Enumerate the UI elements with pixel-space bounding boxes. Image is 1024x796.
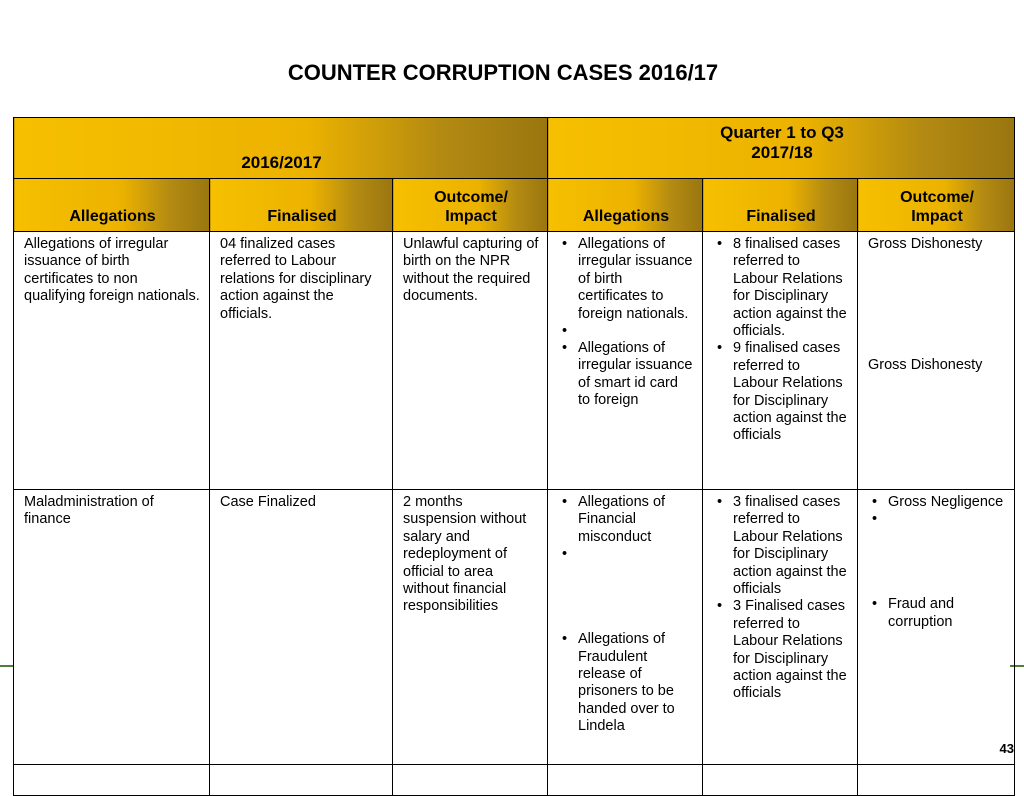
column-header-outcome-impact: Outcome/ Impact xyxy=(393,179,548,232)
column-header-finalised: Finalised xyxy=(703,179,858,232)
empty-cell xyxy=(548,765,703,796)
empty-cell xyxy=(210,765,393,796)
list-item: • Allegations of Fraudulent release of prisoners to be handed over to Lindela xyxy=(578,631,694,735)
period-header-2016-2017: 2016/2017 xyxy=(14,118,548,179)
column-header-outcome-impact: Outcome/ Impact xyxy=(858,179,1015,232)
list-item: • 8 finalised cases referred to Labour Relations for Disciplinary action against the officials. xyxy=(733,236,849,340)
cell-allegations-2016-17: Allegations of irregular issuance of birth certificates to non qualifying foreign nationals. xyxy=(14,232,210,490)
cell-finalised-2016-17: Case Finalized xyxy=(210,490,393,765)
cell-allegations-2017-18 xyxy=(548,490,703,765)
cell-allegations-2017-18 xyxy=(548,232,703,490)
list-item: • 3 finalised cases referred to Labour Relations for Disciplinary action against the officials xyxy=(733,494,849,598)
slide-title: COUNTER CORRUPTION CASES 2016/17 xyxy=(287,60,719,85)
cell-outcome-2017-18 xyxy=(858,232,1015,490)
spacer xyxy=(868,253,1006,357)
decorative-line-left xyxy=(0,665,14,667)
empty-cell xyxy=(703,765,858,796)
spacer xyxy=(888,511,1006,596)
outcome-text: Gross Dishonesty xyxy=(868,357,983,374)
column-header-finalised: Finalised xyxy=(210,179,393,232)
empty-cell xyxy=(858,765,1015,796)
table-row xyxy=(14,765,1015,796)
list-item: • 9 finalised cases referred to Labour Relations for Disciplinary action against the officials xyxy=(733,340,849,444)
period-header-q1-q3-2017-18: Quarter 1 to Q3 2017/18 xyxy=(548,118,1015,179)
list-item: • Fraud and corruption xyxy=(888,596,1006,631)
list-item: • Allegations of irregular issuance of smart id card to foreign xyxy=(578,340,694,410)
list-item: • Gross Negligence xyxy=(888,494,1006,511)
list-item: • Allegations of irregular issuance of birth certificates to foreign nationals. xyxy=(578,236,694,323)
empty-cell xyxy=(393,765,548,796)
spacer xyxy=(578,323,694,340)
table-row xyxy=(14,232,1015,490)
outcome-text: Gross Dishonesty xyxy=(868,236,983,252)
counter-corruption-table xyxy=(13,117,1015,796)
spacer xyxy=(578,546,694,631)
column-header-allegations: Allegations xyxy=(14,179,210,232)
table-row xyxy=(14,490,1015,765)
cell-allegations-2016-17: Maladministration of finance xyxy=(14,490,210,765)
cell-outcome-2017-18 xyxy=(858,490,1015,765)
empty-cell xyxy=(14,765,210,796)
list-item: • Allegations of Financial misconduct xyxy=(578,494,694,546)
column-header-allegations: Allegations xyxy=(548,179,703,232)
cell-finalised-2017-18 xyxy=(703,490,858,765)
cell-finalised-2017-18 xyxy=(703,232,858,490)
cell-outcome-2016-17: Unlawful capturing of birth on the NPR without the required documents. xyxy=(393,232,548,490)
cell-outcome-2016-17: 2 months suspension without salary and redeployment of official to area without financial responsibilities xyxy=(393,490,548,765)
page-number: 43 xyxy=(999,741,1014,756)
cell-finalised-2016-17: 04 finalized cases referred to Labour relations for disciplinary action against the officials. xyxy=(210,232,393,490)
list-item: • 3 Finalised cases referred to Labour Relations for Disciplinary action against the officials xyxy=(733,598,849,702)
